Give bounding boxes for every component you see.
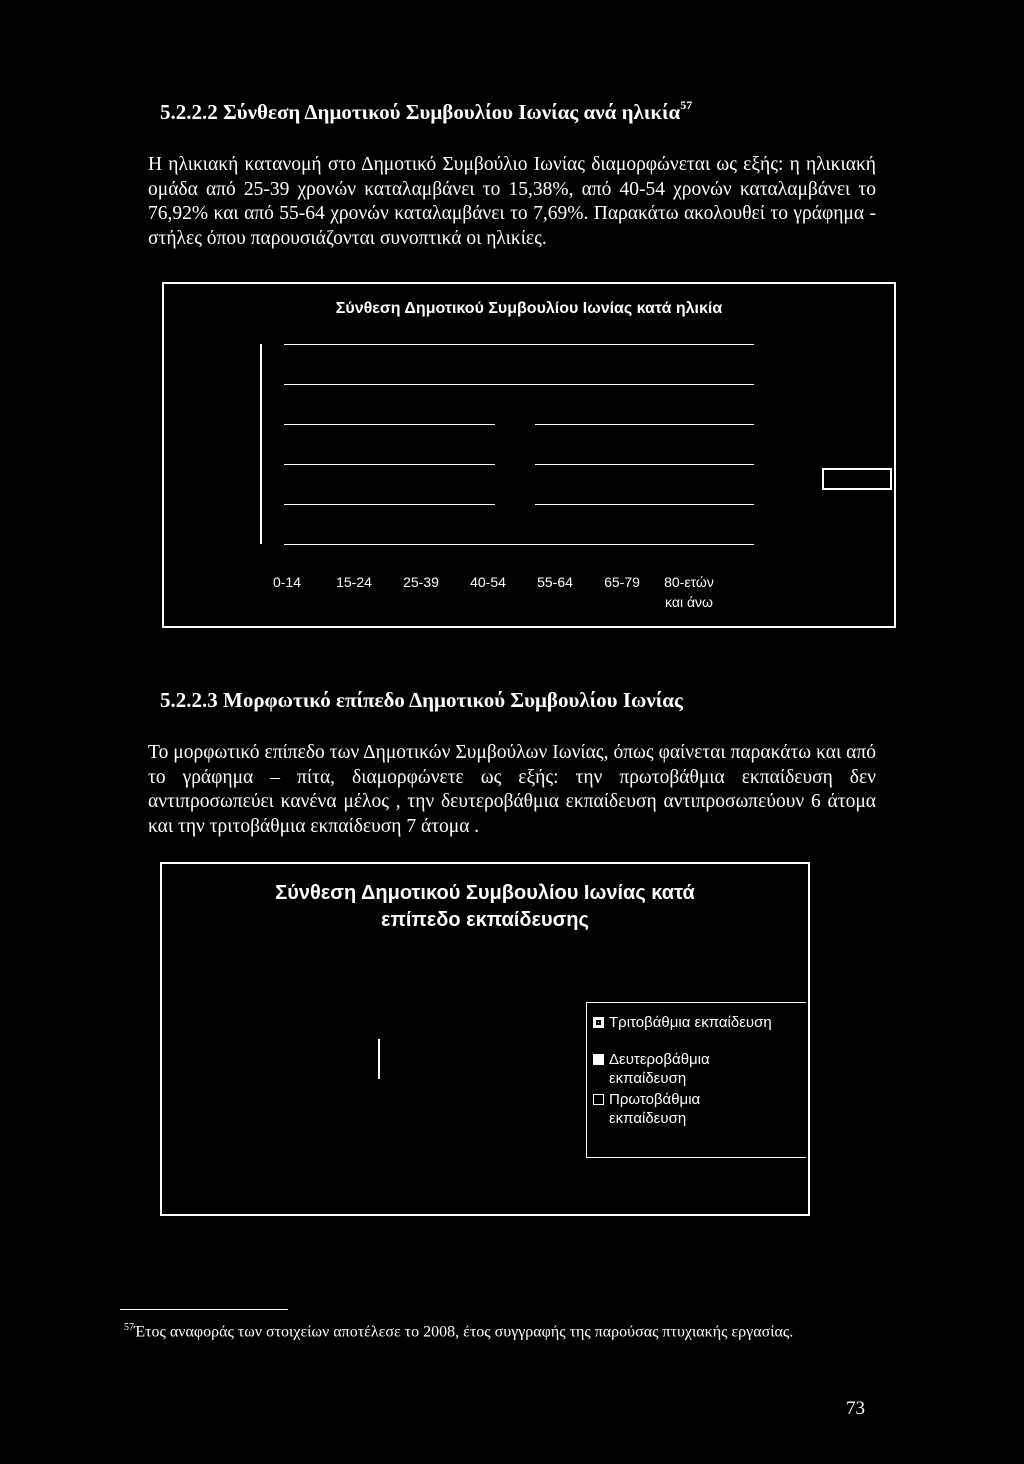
age-chart-tick-text: 65-79 xyxy=(604,574,640,590)
age-chart-title: Σύνθεση Δημοτικού Συμβουλίου Ιωνίας κατά ηλικία xyxy=(335,300,723,317)
age-chart-tick-label xyxy=(587,572,657,592)
age-chart-tick-label xyxy=(453,572,523,592)
age-chart-tick-label xyxy=(319,572,389,592)
footnote-number: 57 xyxy=(124,1322,134,1333)
legend-swatch-primary xyxy=(593,1094,604,1105)
age-chart-tick-text: 55-64 xyxy=(537,574,573,590)
age-chart-plot-area xyxy=(284,344,754,544)
footnote-rule xyxy=(120,1309,288,1310)
education-chart-frame xyxy=(160,862,810,1216)
age-chart-tick-label xyxy=(252,572,322,592)
legend-swatch-secondary xyxy=(593,1054,604,1065)
paragraph-age: Η ηλικιακή κατανομή στο Δημοτικό Συμβούλιο Ιωνίας διαμορφώνεται ως εξής: η ηλικιακή ομάδα από 25-39 χρονών καταλαμβάνει το 15,38%, από 40-54 χρονών καταλαμβάνει το 76,92% και από 55-64 χρονών καταλαμβάνει το 7,69%. Παρακάτω ακολουθεί το γράφημα - στήλες όπου παρουσιάζονται συνοπτικά οι ηλικίες. xyxy=(148,154,876,249)
age-chart-frame xyxy=(162,282,896,628)
age-chart-tick-text: 0-14 xyxy=(272,574,302,590)
legend-item-tertiary: Τριτοβάθμια εκπαίδευση xyxy=(593,1013,802,1032)
age-chart-legend-box xyxy=(822,468,892,490)
education-chart-title: Σύνθεση Δημοτικού Συμβουλίου Ιωνίας κατά επίπεδο εκπαίδευσης xyxy=(275,882,695,931)
age-chart-tick-text: και άνω xyxy=(665,594,713,610)
paragraph-education: Το μορφωτικό επίπεδο των Δημοτικών Συμβούλων Ιωνίας, όπως φαίνεται παρακάτω και από το γράφημα – πίτα, διαμορφώνετε ως εξής: την πρωτοβάθμια εκπαίδευση δεν αντιπροσωπεύει κανένα μέλος , την δευτεροβάθμια εκπαίδευση αντιπροσωπεύουν 6 άτομα και την τριτοβάθμια εκπαίδευση 7 άτομα . xyxy=(148,742,876,837)
section-title-age: 5.2.2.2 Σύνθεση Δημοτικού Συμβουλίου Ιωνίας ανά ηλικία$^{57}$ xyxy=(160,98,693,124)
age-chart-tick-label xyxy=(654,572,724,612)
age-chart-gridline xyxy=(284,544,754,545)
age-chart-bar xyxy=(495,390,535,544)
page-number: 73 xyxy=(846,1398,865,1419)
legend-swatch-tertiary xyxy=(593,1017,604,1028)
age-chart-gridline xyxy=(284,344,754,345)
section-title-education: 5.2.2.3 Μορφωτικό επίπεδο Δημοτικού Συμβουλίου Ιωνίας xyxy=(160,688,683,712)
education-legend xyxy=(586,1002,806,1158)
age-chart-tick-label xyxy=(386,572,456,592)
footnote xyxy=(124,1317,834,1343)
legend-item-primary: Πρωτοβάθμια εκπαίδευση xyxy=(593,1090,802,1128)
legend-item-secondary: Δευτεροβάθμια εκπαίδευση xyxy=(593,1050,802,1088)
age-chart-bar xyxy=(428,513,468,544)
age-chart-tick-label xyxy=(520,572,590,592)
age-chart-y-axis xyxy=(260,344,262,544)
age-chart-tick-text: 80-ετών xyxy=(664,574,714,590)
age-chart-gridline xyxy=(284,384,754,385)
age-chart-tick-text: 15-24 xyxy=(336,574,372,590)
age-chart-bar xyxy=(562,529,602,544)
age-chart-x-axis xyxy=(252,572,772,622)
age-chart-tick-text: 25-39 xyxy=(403,574,439,590)
education-pie xyxy=(282,994,482,1184)
age-chart-tick-text: 40-54 xyxy=(470,574,506,590)
footnote-ref: 57 xyxy=(680,98,693,112)
footnote-text: Έτος αναφοράς των στοιχείων αποτέλεσε το 2008, έτος συγγραφής της παρούσας πτυχιακής εργασίας. xyxy=(134,1323,794,1341)
